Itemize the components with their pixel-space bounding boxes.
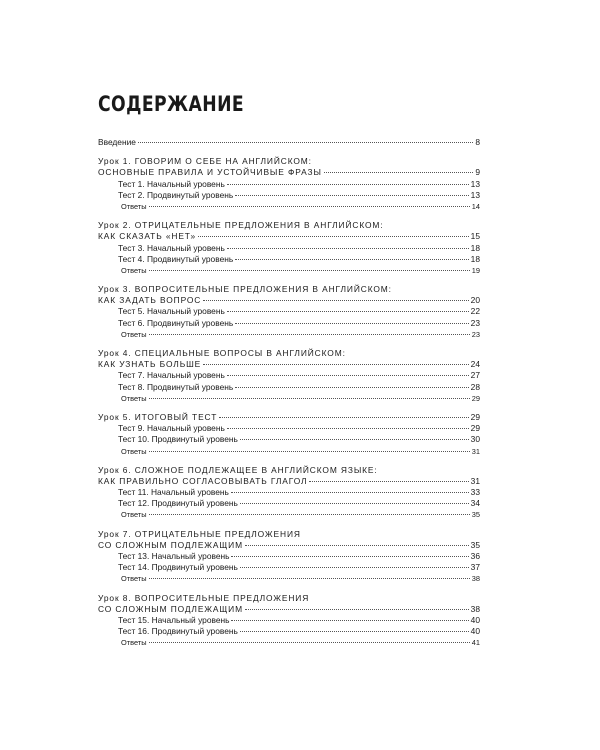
toc-lesson-1 xyxy=(98,156,480,212)
toc-lesson-5 xyxy=(98,412,480,457)
toc-page-number: 34 xyxy=(470,498,480,509)
toc-test-entry[interactable] xyxy=(98,626,480,637)
toc-entry-label: Ответы xyxy=(121,265,147,275)
toc-lesson-8 xyxy=(98,593,480,649)
toc-entry-label: Тест 6. Продвинутый уровень xyxy=(118,317,234,328)
dot-leader xyxy=(149,578,470,579)
toc-test-entry[interactable] xyxy=(98,179,480,190)
toc-entry-label: Тест 2. Продвинутый уровень xyxy=(118,189,234,200)
dot-leader xyxy=(235,259,468,260)
toc-entry-label: Ответы xyxy=(121,446,147,456)
toc-entry-label: Тест 9. Начальный уровень xyxy=(118,423,225,434)
toc-lesson-2 xyxy=(98,220,480,276)
toc-page-number: 13 xyxy=(470,189,480,200)
dot-leader xyxy=(149,642,470,643)
lesson-title-line: Урок 5. ИТОГОВЫЙ ТЕСТ xyxy=(98,411,218,422)
dot-leader xyxy=(149,398,470,399)
dot-leader xyxy=(324,172,474,173)
toc-entry-label: Ответы xyxy=(121,638,147,648)
toc-answers-entry[interactable] xyxy=(98,201,480,212)
toc-page-number: 35 xyxy=(470,539,480,550)
toc-page-number: 9 xyxy=(475,167,480,178)
dot-leader xyxy=(235,195,468,196)
dot-leader xyxy=(149,451,470,452)
toc-page-number: 8 xyxy=(475,137,480,147)
toc-answers-entry[interactable] xyxy=(98,393,480,404)
toc-entry-label: Тест 13. Начальный уровень xyxy=(118,551,230,561)
toc-test-entry[interactable] xyxy=(98,306,480,317)
toc-test-entry[interactable] xyxy=(98,243,480,254)
lesson-title-line[interactable]: Урок 1. ГОВОРИМ О СЕБЕ НА АНГЛИЙСКОМ: xyxy=(98,156,312,167)
toc-entry-label: Ответы xyxy=(121,510,147,520)
toc-entry-label: Тест 15. Начальный уровень xyxy=(118,614,230,625)
toc-test-entry[interactable] xyxy=(98,382,480,393)
toc-entry-label: Тест 7. Начальный уровень xyxy=(118,370,225,381)
toc-entry-label: Тест 12. Продвинутый уровень xyxy=(118,498,238,509)
dot-leader xyxy=(149,270,470,271)
toc-test-entry[interactable] xyxy=(98,498,480,509)
page-title: СОДЕРЖАНИЕ xyxy=(98,92,245,116)
toc-page-number: 29 xyxy=(471,393,480,403)
toc-entry-label: Тест 4. Продвинутый уровень xyxy=(118,253,234,264)
toc-page-number: 35 xyxy=(471,510,480,520)
dot-leader xyxy=(245,545,469,546)
toc-entry-label: Тест 1. Начальный уровень xyxy=(118,178,225,189)
dot-leader xyxy=(149,334,470,335)
lesson-title-line: КАК ПРАВИЛЬНО СОГЛАСОВЫВАТЬ ГЛАГОЛ xyxy=(98,475,308,486)
toc-entry[interactable] xyxy=(98,295,480,306)
toc-entry-label: Ответы xyxy=(121,329,147,339)
toc-answers-entry[interactable] xyxy=(98,509,480,520)
toc-page-number: 24 xyxy=(470,359,480,370)
lesson-title-line: СО СЛОЖНЫМ ПОДЛЕЖАЩИМ xyxy=(98,539,243,550)
toc-page-number: 30 xyxy=(470,434,480,445)
toc-page-number: 41 xyxy=(471,638,480,648)
lesson-title-line: КАК УЗНАТЬ БОЛЬШЕ xyxy=(98,359,202,370)
lesson-title-line[interactable]: Урок 2. ОТРИЦАТЕЛЬНЫЕ ПРЕДЛОЖЕНИЯ В АНГЛИЙСКОМ: xyxy=(98,220,384,231)
toc-test-entry[interactable] xyxy=(98,318,480,329)
toc-entry-label: Тест 11. Начальный уровень xyxy=(118,487,229,498)
lesson-title-line[interactable]: Урок 7. ОТРИЦАТЕЛЬНЫЕ ПРЕДЛОЖЕНИЯ xyxy=(98,528,301,539)
lesson-title-line: КАК ЗАДАТЬ ВОПРОС xyxy=(98,295,202,306)
toc-entry-label: Тест 10. Продвинутый уровень xyxy=(118,434,238,445)
toc-entry[interactable] xyxy=(98,167,480,178)
toc-entry[interactable] xyxy=(98,540,480,551)
dot-leader xyxy=(309,481,468,482)
toc-page-number: 37 xyxy=(470,562,480,573)
toc-entry[interactable] xyxy=(98,604,480,615)
toc-test-entry[interactable] xyxy=(98,487,480,498)
dot-leader xyxy=(227,428,469,429)
toc-test-entry[interactable] xyxy=(98,551,480,562)
toc-test-entry[interactable] xyxy=(98,370,480,381)
toc-answers-entry[interactable] xyxy=(98,265,480,276)
toc-page-number: 14 xyxy=(471,201,480,211)
dot-leader xyxy=(235,387,468,388)
dot-leader xyxy=(203,300,468,301)
toc-test-entry[interactable] xyxy=(98,562,480,573)
toc-entry-label: Ответы xyxy=(121,574,147,584)
toc-entry-label: Тест 16. Продвинутый уровень xyxy=(118,626,238,637)
toc-page-number: 31 xyxy=(470,475,480,486)
lesson-title-line: КАК СКАЗАТЬ «НЕТ» xyxy=(98,231,197,242)
dot-leader xyxy=(203,364,469,365)
toc-entry[interactable] xyxy=(98,231,480,242)
toc-entry-label: Введение xyxy=(98,137,136,147)
dot-leader xyxy=(240,631,469,632)
toc-lesson-3 xyxy=(98,284,480,340)
toc-lesson-4 xyxy=(98,348,480,404)
toc-test-entry[interactable] xyxy=(98,254,480,265)
toc-answers-entry[interactable] xyxy=(98,573,480,584)
toc-entry[interactable] xyxy=(98,359,480,370)
toc-page-number: 15 xyxy=(470,231,480,242)
toc-entry[interactable] xyxy=(98,412,480,423)
toc-page-number: 40 xyxy=(470,626,480,637)
toc-entry-label: Тест 8. Продвинутый уровень xyxy=(118,381,234,392)
dot-leader xyxy=(231,492,469,493)
toc-lesson-7 xyxy=(98,529,480,585)
toc-entry-label: Ответы xyxy=(121,393,147,403)
toc-page-number: 38 xyxy=(471,574,480,584)
dot-leader xyxy=(149,206,470,207)
toc-page-number: 33 xyxy=(470,487,480,498)
toc-answers-entry[interactable] xyxy=(98,637,480,648)
lesson-title-line[interactable]: Урок 4. СПЕЦИАЛЬНЫЕ ВОПРОСЫ В АНГЛИЙСКОМ: xyxy=(98,348,346,358)
dot-leader xyxy=(138,142,473,143)
toc-test-entry[interactable] xyxy=(98,434,480,445)
toc-page-number: 29 xyxy=(470,423,480,434)
dot-leader xyxy=(240,503,469,504)
toc-entry-label: Ответы xyxy=(121,201,147,211)
toc-page-number: 23 xyxy=(470,317,480,328)
toc-page-number: 40 xyxy=(470,614,480,625)
toc-test-entry[interactable] xyxy=(98,423,480,434)
toc-page-number: 20 xyxy=(470,295,480,306)
dot-leader xyxy=(219,417,468,418)
toc-test-entry[interactable] xyxy=(98,190,480,201)
toc-answers-entry[interactable] xyxy=(98,446,480,457)
toc-page-number: 13 xyxy=(470,178,480,189)
dot-leader xyxy=(235,323,468,324)
toc-answers-entry[interactable] xyxy=(98,329,480,340)
toc-entry[interactable] xyxy=(98,137,480,148)
lesson-title-line[interactable]: Урок 8. ВОПРОСИТЕЛЬНЫЕ ПРЕДЛОЖЕНИЯ xyxy=(98,592,310,603)
toc-entry[interactable] xyxy=(98,476,480,487)
toc-page-number: 23 xyxy=(471,329,480,339)
lesson-title-line[interactable]: Урок 3. ВОПРОСИТЕЛЬНЫЕ ПРЕДЛОЖЕНИЯ В АНГЛИЙСКОМ: xyxy=(98,284,392,295)
dot-leader xyxy=(227,184,469,185)
dot-leader xyxy=(240,439,469,440)
lesson-title-line[interactable]: Урок 6. СЛОЖНОЕ ПОДЛЕЖАЩЕЕ В АНГЛИЙСКОМ ЯЗЫКЕ: xyxy=(98,464,378,475)
toc-page-number: 18 xyxy=(470,242,480,253)
dot-leader xyxy=(227,311,469,312)
dot-leader xyxy=(231,556,468,557)
dot-leader xyxy=(231,620,468,621)
toc-page-number: 28 xyxy=(470,381,480,392)
lesson-title-line: СО СЛОЖНЫМ ПОДЛЕЖАЩИМ xyxy=(98,603,243,614)
dot-leader xyxy=(227,375,469,376)
toc-test-entry[interactable] xyxy=(98,615,480,626)
dot-leader xyxy=(198,236,469,237)
toc-page-number: 36 xyxy=(470,551,480,561)
toc-intro xyxy=(98,137,480,148)
dot-leader xyxy=(240,567,469,568)
toc-lesson-6 xyxy=(98,465,480,521)
toc-page-number: 27 xyxy=(470,370,480,381)
table-of-contents xyxy=(98,137,480,657)
toc-page-number: 29 xyxy=(470,411,480,422)
toc-entry-label: Тест 3. Начальный уровень xyxy=(118,242,225,253)
dot-leader xyxy=(245,609,469,610)
toc-page-number: 38 xyxy=(470,603,480,614)
toc-page-number: 18 xyxy=(470,253,480,264)
dot-leader xyxy=(227,248,469,249)
toc-entry-label: Тест 14. Продвинутый уровень xyxy=(118,562,238,573)
toc-page-number: 31 xyxy=(471,446,480,456)
lesson-title-line: ОСНОВНЫЕ ПРАВИЛА И УСТОЙЧИВЫЕ ФРАЗЫ xyxy=(98,167,322,178)
toc-page-number: 19 xyxy=(471,265,480,275)
toc-lessons xyxy=(98,156,480,648)
toc-page-number: 22 xyxy=(470,306,480,317)
toc-entry-label: Тест 5. Начальный уровень xyxy=(118,306,225,317)
dot-leader xyxy=(149,514,470,515)
